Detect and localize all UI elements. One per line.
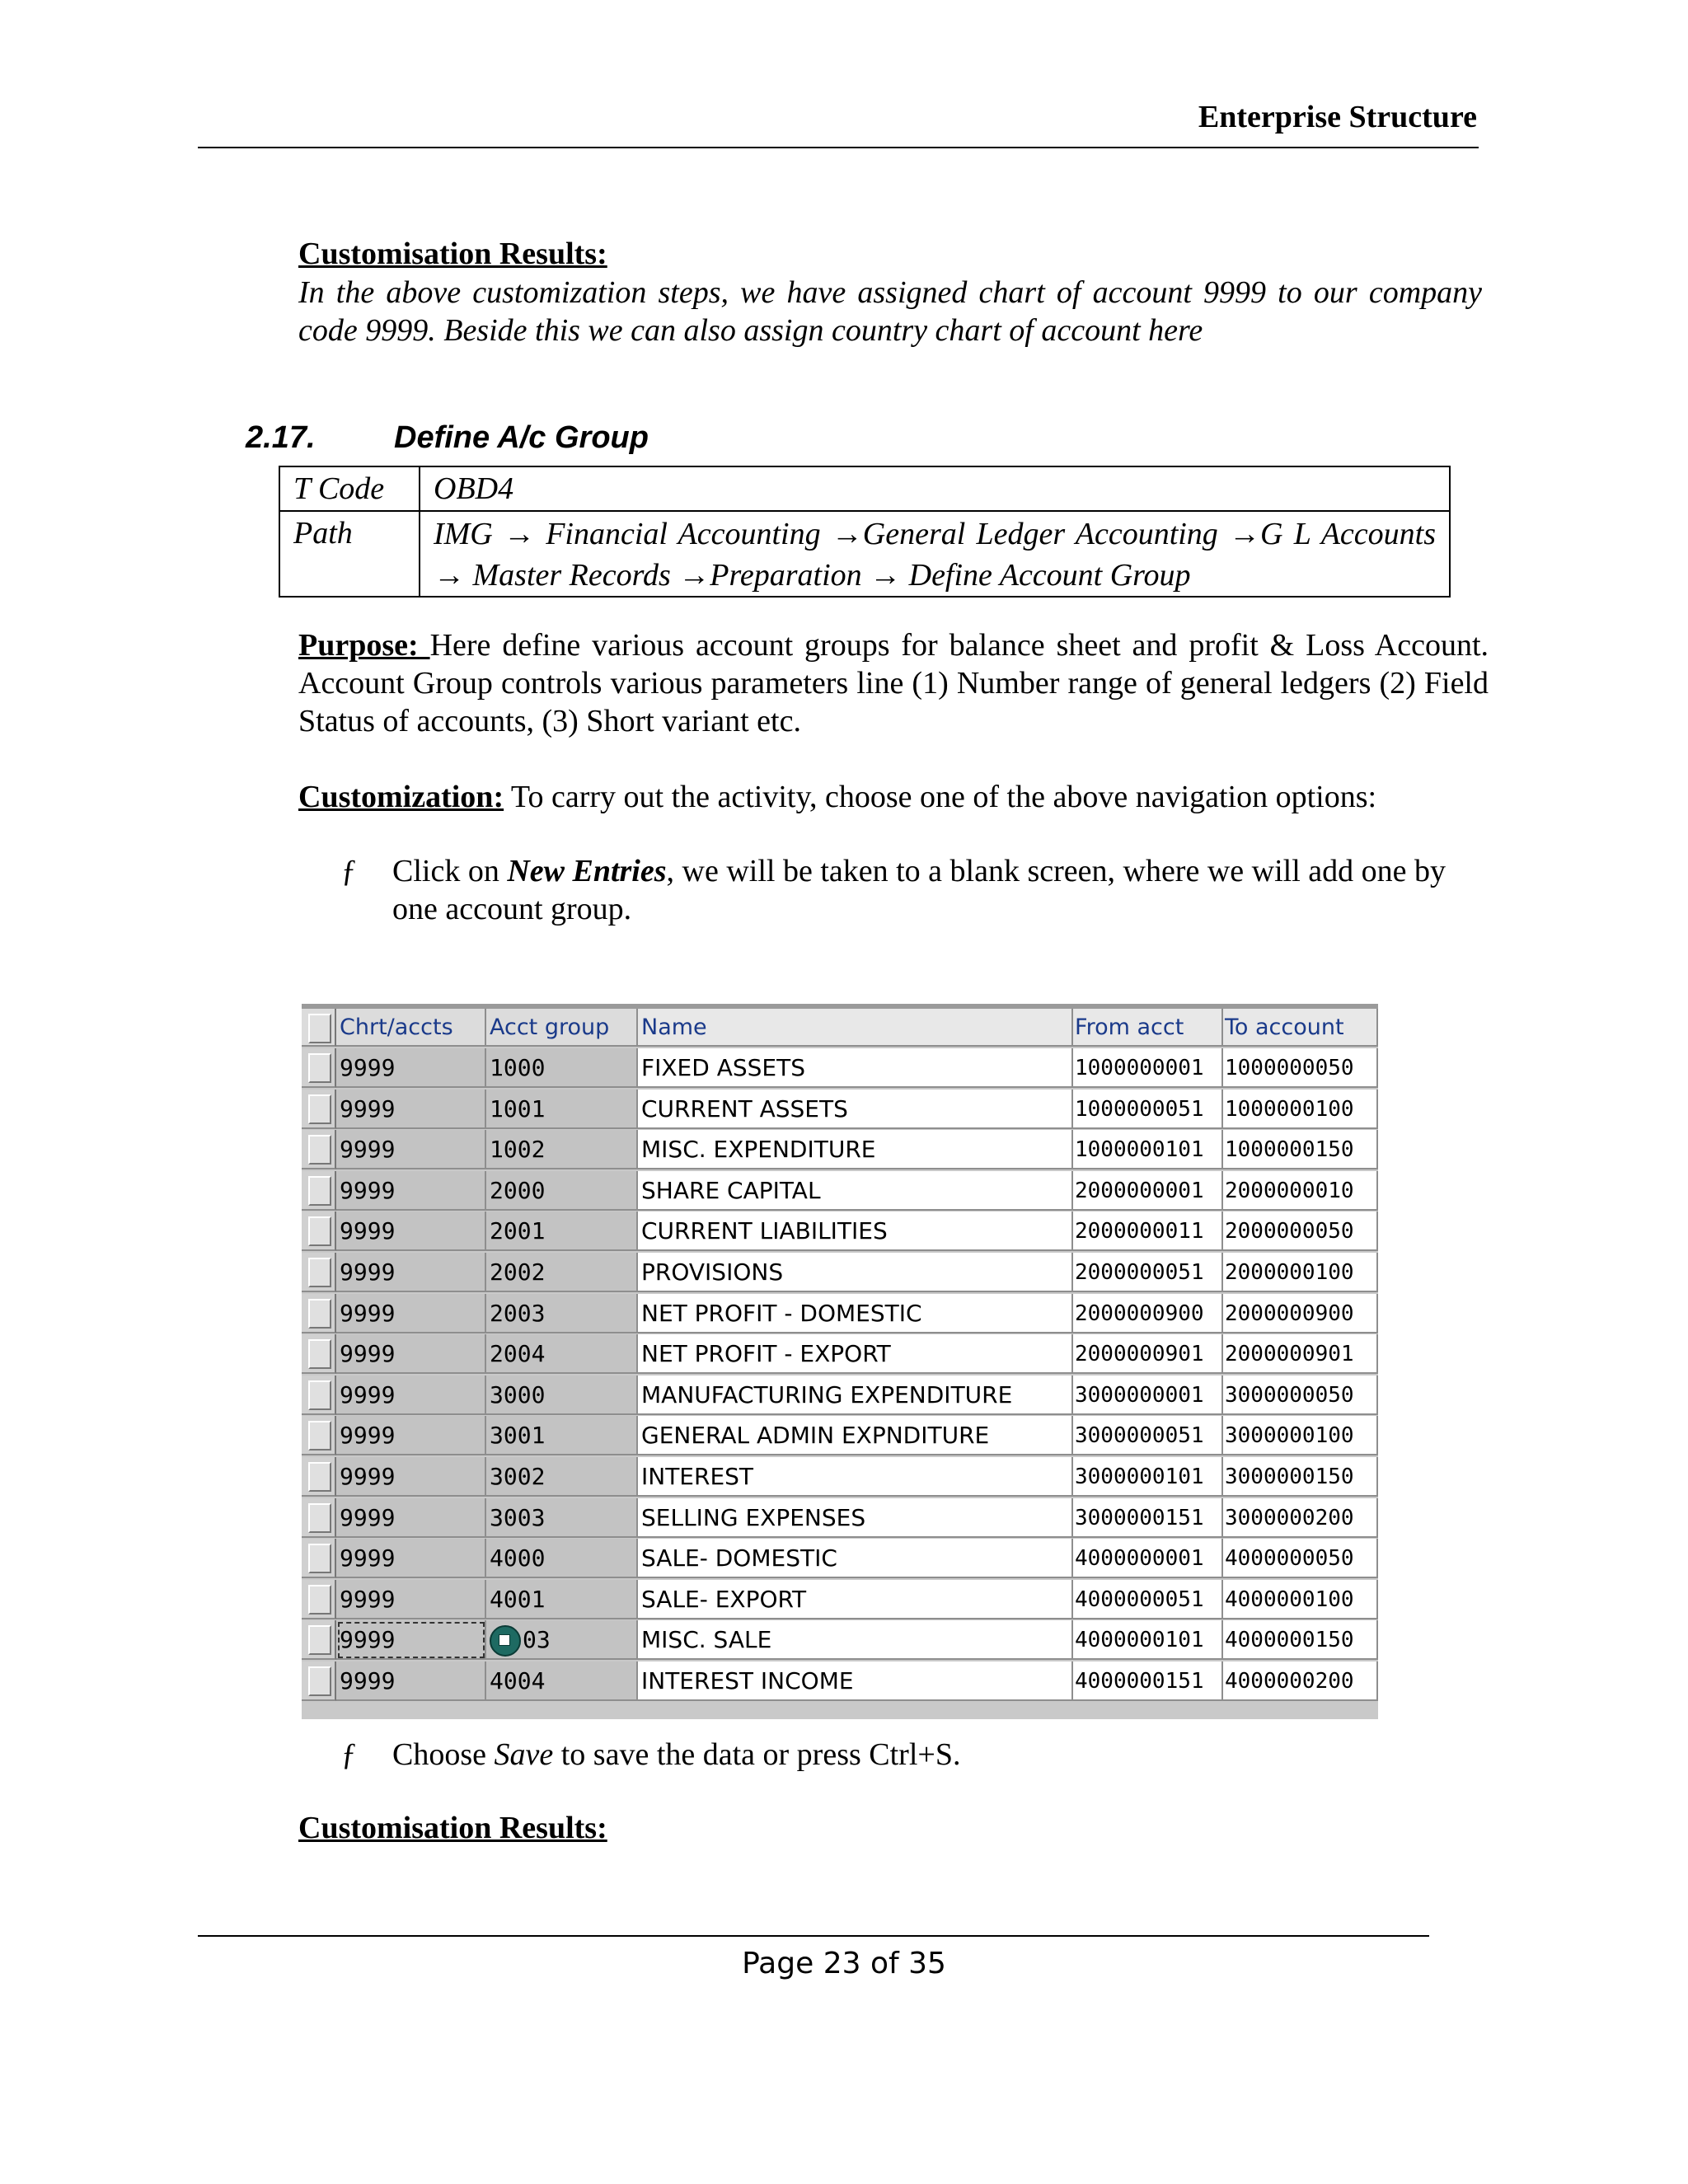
tcode-value: OBD4 (420, 466, 1450, 511)
cell-to-account-text: 4000000150 (1225, 1628, 1354, 1653)
cell-name-text: MANUFACTURING EXPENDITURE (641, 1380, 1013, 1408)
cell-acct-group[interactable] (486, 1580, 638, 1619)
cell-chart-of-accounts-text: 9999 (340, 1422, 396, 1450)
cell-name-text: MISC. SALE (641, 1626, 772, 1654)
cell-name-text: INTEREST INCOME (641, 1667, 854, 1694)
cell-from-acct[interactable] (1073, 1457, 1223, 1497)
cell-to-account-text: 2000000900 (1225, 1301, 1354, 1326)
cell-from-acct-text: 4000000151 (1075, 1669, 1204, 1694)
cell-chart-of-accounts-text: 9999 (340, 1340, 396, 1368)
cell-from-acct-text: 3000000001 (1075, 1382, 1204, 1408)
cell-acct-group[interactable] (486, 1253, 638, 1292)
header-divider (198, 147, 1479, 148)
cell-chart-of-accounts[interactable] (336, 1498, 486, 1538)
row-select-button[interactable] (302, 1661, 336, 1701)
cell-from-acct-text: 4000000051 (1075, 1586, 1204, 1612)
customization-paragraph (298, 778, 1489, 816)
cell-to-account[interactable] (1223, 1416, 1378, 1455)
row-select-icon (308, 1258, 331, 1287)
cell-name-text: INTEREST (641, 1463, 754, 1490)
cell-to-account[interactable] (1223, 1130, 1378, 1169)
select-all-button[interactable] (302, 1009, 336, 1047)
row-select-button[interactable] (302, 1090, 336, 1129)
cell-from-acct[interactable] (1073, 1212, 1223, 1251)
cell-to-account-text: 2000000901 (1225, 1342, 1354, 1367)
row-select-icon (308, 1585, 331, 1615)
cell-chart-of-accounts[interactable] (336, 1253, 486, 1292)
row-select-icon (308, 1544, 331, 1573)
customization-text: To carry out the activity, choose one of the above navigation options: (504, 780, 1377, 814)
cell-chart-of-accounts[interactable] (336, 1130, 486, 1169)
bullet-text-post: , we will be taken to a blank screen, where we will add one by one account group. (392, 854, 1446, 926)
purpose-text: Here define various account groups for balance sheet and profit & Loss Account. Account Group controls various parameters line (1) Number range of general ledgers (2) Field Status of accounts, (3) Short variant etc. (298, 628, 1489, 738)
cell-from-acct[interactable] (1073, 1416, 1223, 1455)
cell-name[interactable] (638, 1171, 1073, 1211)
cell-acct-group-text: 4000 (490, 1544, 546, 1572)
cell-to-account[interactable] (1223, 1661, 1378, 1701)
cell-name[interactable] (638, 1620, 1073, 1660)
cell-name[interactable] (638, 1416, 1073, 1455)
cell-to-account[interactable] (1223, 1253, 1378, 1292)
cell-chart-of-accounts[interactable] (336, 1661, 486, 1701)
cell-chart-of-accounts[interactable] (336, 1212, 486, 1251)
cell-chart-of-accounts[interactable] (336, 1376, 486, 1415)
cell-to-account[interactable] (1223, 1376, 1378, 1415)
row-select-icon (308, 1299, 331, 1329)
cell-to-account-text: 2000000010 (1225, 1178, 1354, 1203)
row-select-button[interactable] (302, 1130, 336, 1169)
cell-acct-group[interactable] (486, 1294, 638, 1333)
cell-from-acct-text: 2000000051 (1075, 1260, 1204, 1285)
cell-acct-group[interactable] (486, 1498, 638, 1538)
cell-from-acct-text: 1000000101 (1075, 1137, 1204, 1163)
cell-from-acct-text: 3000000101 (1075, 1465, 1204, 1489)
cell-acct-group-text: 3002 (490, 1463, 546, 1490)
cell-chart-of-accounts-text: 9999 (340, 1258, 396, 1286)
cell-chart-of-accounts[interactable] (336, 1620, 486, 1660)
cell-name[interactable] (638, 1661, 1073, 1701)
results-heading: Customisation Results: (298, 237, 607, 271)
cell-chart-of-accounts-text: 9999 (340, 1585, 396, 1613)
table-row (302, 1620, 1378, 1661)
cell-chart-of-accounts-text: 9999 (340, 1380, 396, 1408)
cell-to-account-text: 1000000150 (1225, 1137, 1354, 1163)
cell-acct-group-text: 3003 (490, 1503, 546, 1531)
table-row (302, 1171, 1378, 1212)
cell-from-acct-text: 2000000900 (1075, 1301, 1204, 1326)
row-select-button[interactable] (302, 1539, 336, 1578)
purpose-heading: Purpose: (298, 628, 430, 663)
cell-from-acct-text: 4000000001 (1075, 1546, 1204, 1572)
row-select-button[interactable] (302, 1294, 336, 1333)
cell-name[interactable] (638, 1048, 1073, 1088)
cell-from-acct[interactable] (1073, 1498, 1223, 1538)
table-row (302, 1539, 1378, 1580)
cell-from-acct[interactable] (1073, 1539, 1223, 1578)
table-row (302, 1130, 1378, 1171)
cell-acct-group-text: 1000 (490, 1054, 546, 1081)
row-select-icon (308, 1339, 331, 1369)
cell-name[interactable] (638, 1090, 1073, 1129)
cell-acct-group-text: 2003 (490, 1299, 546, 1327)
cell-name[interactable] (638, 1294, 1073, 1333)
cell-from-acct-text: 4000000101 (1075, 1628, 1204, 1653)
cell-from-acct[interactable] (1073, 1620, 1223, 1660)
cell-chart-of-accounts[interactable] (336, 1416, 486, 1455)
row-select-icon (308, 1176, 331, 1206)
cell-to-account-text: 4000000100 (1225, 1586, 1354, 1612)
row-select-icon (308, 1503, 331, 1533)
path-row (279, 511, 1450, 597)
col-header-to-account[interactable]: To account (1223, 1009, 1378, 1047)
cell-to-account[interactable] (1223, 1212, 1378, 1251)
cell-from-acct-text: 2000000001 (1075, 1178, 1204, 1203)
cell-acct-group[interactable] (486, 1090, 638, 1129)
cell-acct-group-text: 2000 (490, 1176, 546, 1204)
cell-name-text: SALE- EXPORT (641, 1585, 807, 1613)
cell-chart-of-accounts-text: 9999 (340, 1136, 396, 1164)
cell-chart-of-accounts-text: 9999 (340, 1667, 396, 1694)
cell-chart-of-accounts-text: 9999 (340, 1094, 396, 1122)
row-select-icon (308, 1462, 331, 1492)
row-select-icon (308, 1666, 331, 1696)
cell-acct-group[interactable] (486, 1416, 638, 1455)
row-select-icon (308, 1094, 331, 1124)
cell-acct-group[interactable] (486, 1376, 638, 1415)
cell-from-acct[interactable] (1073, 1294, 1223, 1333)
cell-from-acct[interactable] (1073, 1580, 1223, 1619)
cell-to-account[interactable] (1223, 1294, 1378, 1333)
cell-to-account[interactable] (1223, 1580, 1378, 1619)
cell-name[interactable] (638, 1334, 1073, 1374)
cell-chart-of-accounts-text: 9999 (340, 1463, 396, 1490)
cell-from-acct[interactable] (1073, 1048, 1223, 1088)
bullet-text-pre: Click on (392, 854, 508, 888)
cell-acct-group-text: 2002 (490, 1258, 546, 1286)
table-row (302, 1048, 1378, 1090)
cell-to-account-text: 3000000100 (1225, 1423, 1354, 1449)
bullet-save (341, 1736, 1462, 1775)
cell-chart-of-accounts-text: 9999 (340, 1626, 396, 1654)
row-select-button[interactable] (302, 1376, 336, 1415)
cell-from-acct-text: 2000000901 (1075, 1342, 1204, 1367)
select-all-icon (308, 1014, 331, 1043)
cell-from-acct[interactable] (1073, 1661, 1223, 1701)
cell-acct-group-text: 4004 (490, 1667, 546, 1694)
table-row (302, 1580, 1378, 1621)
cell-acct-group[interactable] (486, 1620, 638, 1660)
cell-from-acct[interactable] (1073, 1090, 1223, 1129)
cell-chart-of-accounts[interactable] (336, 1539, 486, 1578)
row-select-icon (308, 1421, 331, 1451)
cell-to-account[interactable] (1223, 1048, 1378, 1088)
row-select-button[interactable] (302, 1334, 336, 1374)
path-label: Path (279, 511, 420, 597)
table-row (302, 1212, 1378, 1253)
row-select-button[interactable] (302, 1253, 336, 1292)
cell-name[interactable] (638, 1539, 1073, 1578)
cell-name-text: SELLING EXPENSES (641, 1503, 866, 1531)
cell-name-text: MISC. EXPENDITURE (641, 1136, 876, 1164)
path-value: IMG → Financial Accounting →General Ledger Accounting →G L Accounts → Master Records →Preparation → Define Account Group (420, 511, 1450, 597)
bullet-text (392, 1736, 1464, 1774)
cell-chart-of-accounts[interactable] (336, 1090, 486, 1129)
account-group-grid (302, 1004, 1378, 1719)
cell-name[interactable] (638, 1457, 1073, 1497)
col-header-acct-group[interactable]: Acct group (486, 1009, 638, 1047)
save-emphasis: Save (494, 1737, 554, 1772)
cell-acct-group-text: 03 (523, 1626, 551, 1654)
cell-from-acct-text: 1000000001 (1075, 1056, 1204, 1080)
row-select-button[interactable] (302, 1580, 336, 1619)
bullet-new-entries (341, 852, 1462, 931)
cell-chart-of-accounts[interactable] (336, 1171, 486, 1211)
table-row (302, 1090, 1378, 1131)
cell-acct-group-text: 1002 (490, 1136, 546, 1164)
cell-name-text: GENERAL ADMIN EXPNDITURE (641, 1422, 990, 1450)
cell-chart-of-accounts[interactable] (336, 1294, 486, 1333)
cell-name-text: SALE- DOMESTIC (641, 1544, 837, 1572)
cell-acct-group-text: 3001 (490, 1422, 546, 1450)
cell-acct-group[interactable] (486, 1171, 638, 1211)
cell-to-account-text: 2000000050 (1225, 1219, 1354, 1244)
cell-from-acct-text: 3000000151 (1075, 1505, 1204, 1530)
cell-acct-group-text: 2001 (490, 1217, 546, 1245)
cell-name[interactable] (638, 1212, 1073, 1251)
cell-acct-group[interactable] (486, 1539, 638, 1578)
row-select-icon (308, 1053, 331, 1083)
cell-chart-of-accounts-text: 9999 (340, 1299, 396, 1327)
purpose-paragraph (298, 626, 1489, 740)
cell-chart-of-accounts-text: 9999 (340, 1217, 396, 1245)
cell-name[interactable] (638, 1253, 1073, 1292)
cell-from-acct-text: 2000000011 (1075, 1219, 1204, 1244)
page-number: Page 23 of 35 (742, 1947, 946, 1980)
cell-to-account[interactable] (1223, 1090, 1378, 1129)
tcode-row (279, 466, 1450, 511)
table-row (302, 1457, 1378, 1498)
cell-name[interactable] (638, 1376, 1073, 1415)
cell-name[interactable] (638, 1580, 1073, 1619)
cell-acct-group[interactable] (486, 1048, 638, 1088)
cell-chart-of-accounts-text: 9999 (340, 1503, 396, 1531)
row-select-button[interactable] (302, 1498, 336, 1538)
section-title: Define A/c Group (394, 420, 649, 455)
row-select-button[interactable] (302, 1457, 336, 1497)
cell-to-account-text: 4000000200 (1225, 1669, 1354, 1694)
cell-chart-of-accounts-text: 9999 (340, 1544, 396, 1572)
cell-acct-group[interactable] (486, 1334, 638, 1374)
row-select-icon (308, 1625, 331, 1655)
cell-acct-group[interactable] (486, 1661, 638, 1701)
tcode-table (279, 466, 1451, 598)
cell-acct-group[interactable] (486, 1130, 638, 1169)
new-entries-emphasis: New Entries (507, 854, 667, 888)
bullet-symbol: ƒ (341, 854, 357, 888)
cell-from-acct[interactable] (1073, 1376, 1223, 1415)
cell-to-account[interactable] (1223, 1171, 1378, 1211)
results-text: In the above customization steps, we have assigned chart of account 9999 to our company code 9999. Beside this we can also assign country chart of account here (298, 275, 1482, 348)
table-row (302, 1253, 1378, 1294)
col-header-name[interactable]: Name (638, 1009, 1073, 1047)
row-select-button[interactable] (302, 1416, 336, 1455)
cell-from-acct[interactable] (1073, 1130, 1223, 1169)
cell-acct-group[interactable] (486, 1457, 638, 1497)
bullet-text-pre: Choose (392, 1737, 495, 1772)
cell-to-account-text: 3000000200 (1225, 1505, 1354, 1530)
cell-to-account[interactable] (1223, 1498, 1378, 1538)
cell-to-account[interactable] (1223, 1539, 1378, 1578)
cell-acct-group-text: 1001 (490, 1094, 546, 1122)
cell-to-account-text: 1000000050 (1225, 1056, 1354, 1080)
cell-chart-of-accounts[interactable] (336, 1334, 486, 1374)
bullet-text (392, 852, 1464, 928)
col-header-from-acct[interactable]: From acct (1073, 1009, 1223, 1047)
cell-acct-group-text: 3000 (490, 1380, 546, 1408)
row-select-icon (308, 1216, 331, 1246)
table-row (302, 1661, 1378, 1703)
table-row (302, 1334, 1378, 1376)
cell-chart-of-accounts[interactable] (336, 1048, 486, 1088)
table-row (302, 1498, 1378, 1540)
results-heading-2: Customisation Results: (298, 1811, 607, 1845)
bullet-text-post: to save the data or press Ctrl+S. (553, 1737, 961, 1772)
cell-to-account[interactable] (1223, 1334, 1378, 1374)
bullet-symbol: ƒ (341, 1737, 357, 1772)
row-select-icon (308, 1135, 331, 1165)
section-number: 2.17. (246, 420, 316, 455)
cell-to-account-text: 4000000050 (1225, 1546, 1354, 1572)
cell-chart-of-accounts-text: 9999 (340, 1176, 396, 1204)
cell-from-acct-text: 1000000051 (1075, 1096, 1204, 1122)
cell-acct-group[interactable] (486, 1212, 638, 1251)
cell-name[interactable] (638, 1130, 1073, 1169)
cell-name-text: NET PROFIT - EXPORT (641, 1340, 891, 1368)
footer-divider (198, 1935, 1429, 1937)
cell-chart-of-accounts-text: 9999 (340, 1054, 396, 1081)
cell-name-text: CURRENT ASSETS (641, 1094, 848, 1122)
cell-from-acct-text: 3000000051 (1075, 1423, 1204, 1449)
row-select-button[interactable] (302, 1620, 336, 1660)
cell-from-acct[interactable] (1073, 1253, 1223, 1292)
cell-acct-group-text: 2004 (490, 1340, 546, 1368)
customization-heading: Customization: (298, 780, 504, 814)
cell-acct-group-text: 4001 (490, 1585, 546, 1613)
tcode-label: T Code (279, 466, 420, 511)
cell-to-account-text: 3000000050 (1225, 1382, 1354, 1408)
table-row (302, 1416, 1378, 1457)
table-row (302, 1376, 1378, 1417)
cell-to-account-text: 3000000150 (1225, 1465, 1354, 1489)
cell-chart-of-accounts[interactable] (336, 1580, 486, 1619)
cell-to-account-text: 1000000100 (1225, 1096, 1354, 1122)
cell-chart-of-accounts[interactable] (336, 1457, 486, 1497)
page-header-title: Enterprise Structure (1198, 100, 1477, 134)
cell-name-text: CURRENT LIABILITIES (641, 1217, 888, 1245)
row-select-button[interactable] (302, 1212, 336, 1251)
cell-to-account[interactable] (1223, 1620, 1378, 1660)
cell-name-text: PROVISIONS (641, 1258, 784, 1286)
row-select-button[interactable] (302, 1171, 336, 1211)
cell-to-account[interactable] (1223, 1457, 1378, 1497)
cell-name-text: SHARE CAPITAL (641, 1176, 821, 1204)
cell-to-account-text: 2000000100 (1225, 1260, 1354, 1285)
cell-name[interactable] (638, 1498, 1073, 1538)
table-row (302, 1294, 1378, 1335)
cell-from-acct[interactable] (1073, 1334, 1223, 1374)
cell-from-acct[interactable] (1073, 1171, 1223, 1211)
cell-name-text: FIXED ASSETS (641, 1054, 805, 1081)
drag-copy-cursor-icon (490, 1625, 521, 1657)
grid-header-row (302, 1009, 1378, 1050)
row-select-button[interactable] (302, 1048, 336, 1088)
cell-name-text: NET PROFIT - DOMESTIC (641, 1299, 922, 1327)
col-header-chart-of-accounts[interactable]: Chrt/accts (336, 1009, 486, 1047)
row-select-icon (308, 1380, 331, 1410)
